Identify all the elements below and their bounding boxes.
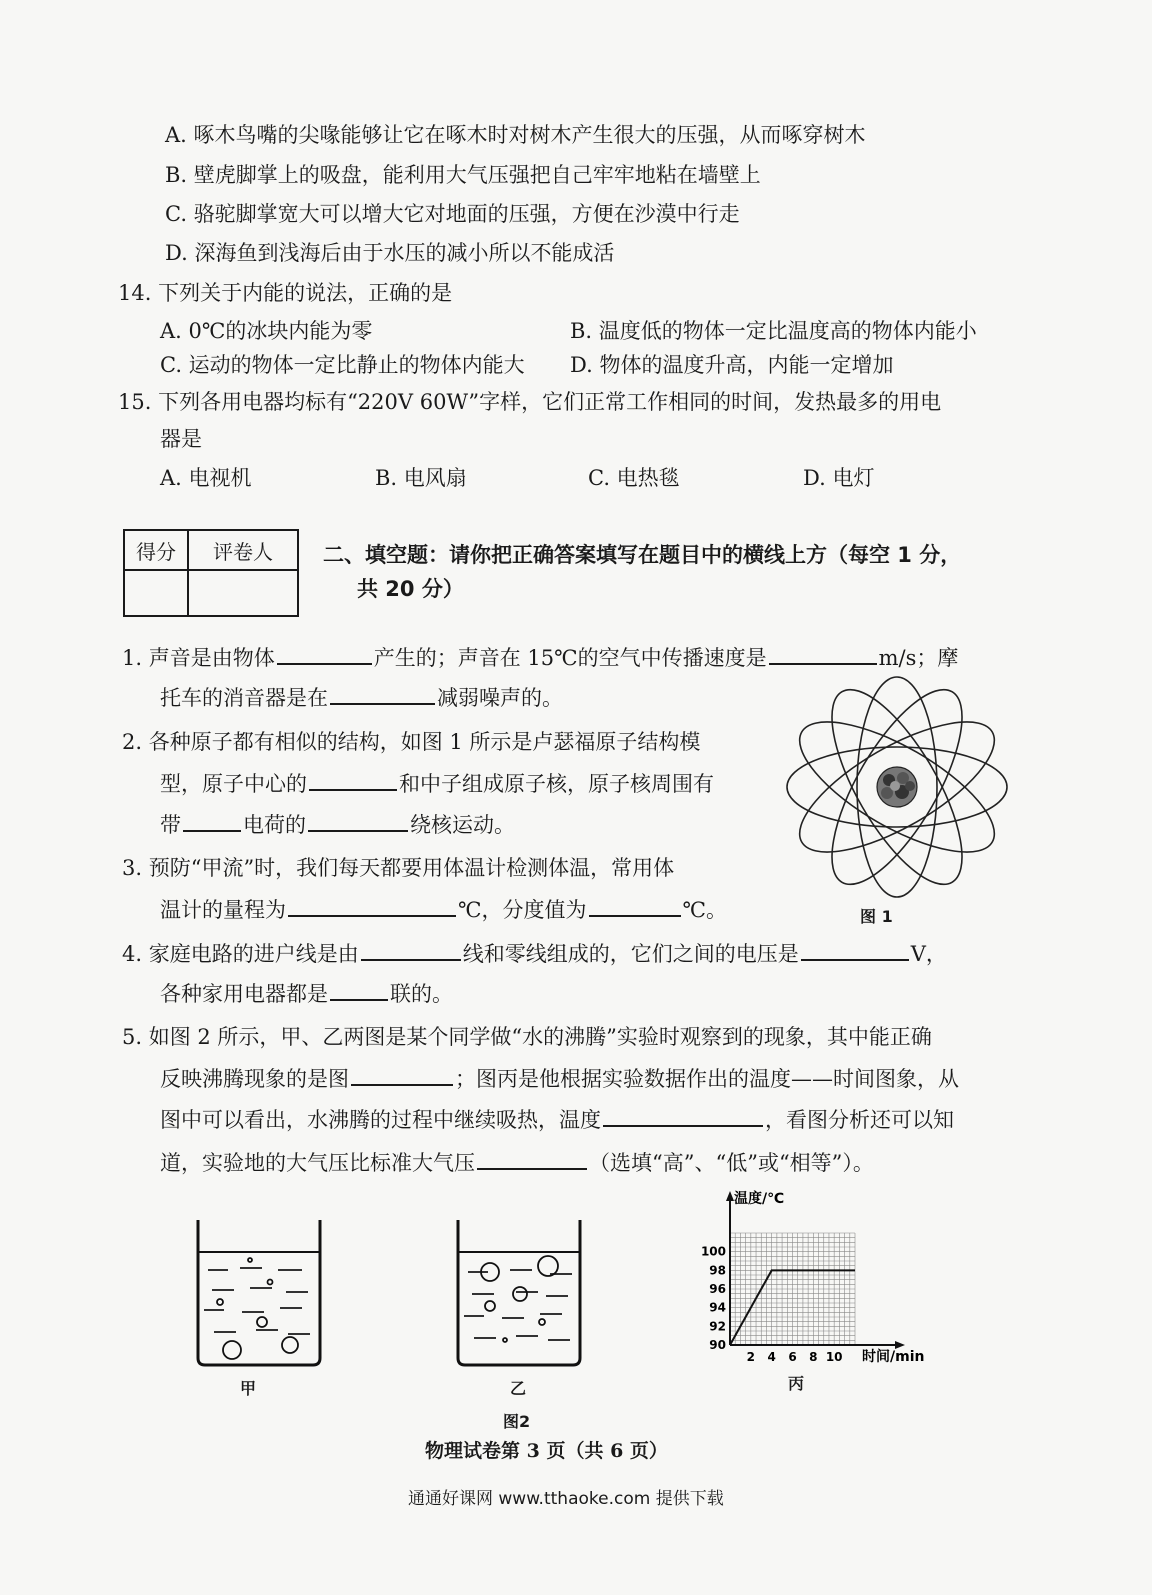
blank[interactable] (330, 681, 435, 705)
q14-option-b: B. 温度低的物体一定比温度高的物体内能小 (570, 319, 977, 343)
blank[interactable] (288, 893, 456, 917)
score-cell[interactable] (124, 570, 188, 616)
q13-option-d: D. 深海鱼到浅海后由于水压的减小所以不能成活 (165, 241, 615, 265)
y-tick-label: 94 (709, 1300, 726, 1315)
y-tick-label: 100 (700, 1244, 726, 1259)
fill-q1-line1: 1. 声音是由物体 产生的；声音在 15℃的空气中传播速度是 m/s；摩 (122, 641, 958, 673)
x-tick-label: 6 (788, 1350, 797, 1364)
fill-q5-line3: 图中可以看出，水沸腾的过程中继续吸热，温度 ，看图分析还可以知 (160, 1103, 954, 1135)
temperature-time-chart (690, 1185, 940, 1365)
fill-q4-line1: 4. 家庭电路的进户线是由 线和零线组成的，它们之间的电压是 V， (122, 937, 947, 969)
q14-stem: 14. 下列关于内能的说法，正确的是 (118, 281, 453, 305)
figure2-caption: 图2 (503, 1412, 531, 1431)
x-tick-label: 2 (746, 1350, 756, 1364)
blank[interactable] (769, 641, 877, 665)
fill-q5-line2: 反映沸腾现象的是图 ；图丙是他根据实验数据作出的温度——时间图象，从 (160, 1062, 959, 1094)
fill-q4-line2: 各种家用电器都是 联的。 (160, 977, 453, 1009)
q15-option-c: C. 电热毯 (588, 466, 680, 490)
score-label: 得分 (124, 530, 188, 570)
y-tick-label: 96 (709, 1282, 726, 1296)
blank[interactable] (477, 1146, 587, 1170)
figure2-label-bing: 丙 (788, 1374, 805, 1393)
x-tick-label: 4 (767, 1350, 776, 1364)
x-tick-label: 10 (825, 1350, 843, 1364)
y-tick-label: 92 (709, 1319, 726, 1334)
fill-q2-line1: 2. 各种原子都有相似的结构，如图 1 所示是卢瑟福原子结构模 (122, 730, 701, 754)
x-tick-label: 8 (809, 1350, 818, 1364)
q13-option-b: B. 壁虎脚掌上的吸盘，能利用大气压强把自己牢牢地粘在墙壁上 (165, 163, 761, 187)
blank[interactable] (330, 977, 388, 1001)
q14-option-c: C. 运动的物体一定比静止的物体内能大 (160, 353, 525, 377)
blank[interactable] (589, 893, 681, 917)
fill-q5-line1: 5. 如图 2 所示，甲、乙两图是某个同学做“水的沸腾”实验时观察到的现象，其中能正确 (122, 1025, 932, 1049)
blank[interactable] (183, 808, 241, 832)
q15-option-d: D. 电灯 (803, 466, 875, 490)
q13-option-c: C. 骆驼脚掌宽大可以增大它对地面的压强，方便在沙漠中行走 (165, 202, 740, 226)
chart-xlabel: 时间/min (862, 1349, 925, 1365)
blank[interactable] (308, 808, 408, 832)
fill-q1-line2: 托车的消音器是在 减弱噪声的。 (160, 681, 563, 713)
blank[interactable] (277, 641, 372, 665)
fill-q3-line2: 温计的量程为 ℃，分度值为 ℃。 (160, 893, 727, 925)
blank[interactable] (361, 937, 461, 961)
q15-option-b: B. 电风扇 (375, 466, 467, 490)
q15-stem-line2: 器是 (160, 427, 202, 451)
grader-label: 评卷人 (188, 530, 298, 570)
y-axis-arrow (726, 1191, 734, 1201)
q14-option-a: A. 0℃的冰块内能为零 (160, 319, 373, 343)
q13-option-a: A. 啄木鸟嘴的尖喙能够让它在啄木时对树木产生很大的压强，从而啄穿树木 (165, 123, 866, 147)
blank[interactable] (801, 937, 909, 961)
score-table (123, 529, 299, 617)
q15-stem-line1: 15. 下列各用电器均标有“220V 60W”字样，它们正常工作相同的时间，发热最多的用电 (118, 390, 942, 414)
blank[interactable] (351, 1062, 453, 1086)
chart-grid (730, 1233, 855, 1345)
beaker-jia-figure (190, 1210, 330, 1370)
source-line: 通通好课网 www.tthaoke.com 提供下载 (408, 1489, 724, 1509)
q15-option-a: A. 电视机 (160, 466, 252, 490)
fill-q2-line2: 型，原子中心的 和中子组成原子核，原子核周围有 (160, 767, 714, 799)
fill-q5-line4: 道，实验地的大气压比标准大气压 （选填“高”、“低”或“相等”）。 (160, 1146, 874, 1178)
beaker-yi-figure (450, 1210, 590, 1370)
x-axis-arrow (895, 1341, 905, 1349)
figure2-label-yi: 乙 (510, 1379, 527, 1398)
y-tick-label: 98 (709, 1263, 726, 1278)
grader-cell[interactable] (188, 570, 298, 616)
blank[interactable] (309, 767, 397, 791)
nucleus (877, 767, 917, 807)
figure1-caption: 图 1 (860, 907, 893, 926)
q14-option-d: D. 物体的温度升高，内能一定增加 (570, 353, 894, 377)
atom-model-figure (775, 675, 1020, 900)
figure2-label-jia: 甲 (240, 1379, 257, 1398)
fill-q2-line3: 带 电荷的 绕核运动。 (160, 808, 515, 840)
section2-title-line1: 二、填空题：请你把正确答案填写在题目中的横线上方（每空 1 分， (323, 543, 962, 567)
chart-ylabel: 温度/℃ (734, 1191, 785, 1207)
blank[interactable] (603, 1103, 763, 1127)
fill-q3-line1: 3. 预防“甲流”时，我们每天都要用体温计检测体温，常用体 (122, 856, 675, 880)
y-tick-label: 90 (709, 1338, 726, 1352)
section2-title-line2: 共 20 分） (357, 577, 464, 601)
page-footer: 物理试卷第 3 页（共 6 页） (425, 1440, 668, 1462)
